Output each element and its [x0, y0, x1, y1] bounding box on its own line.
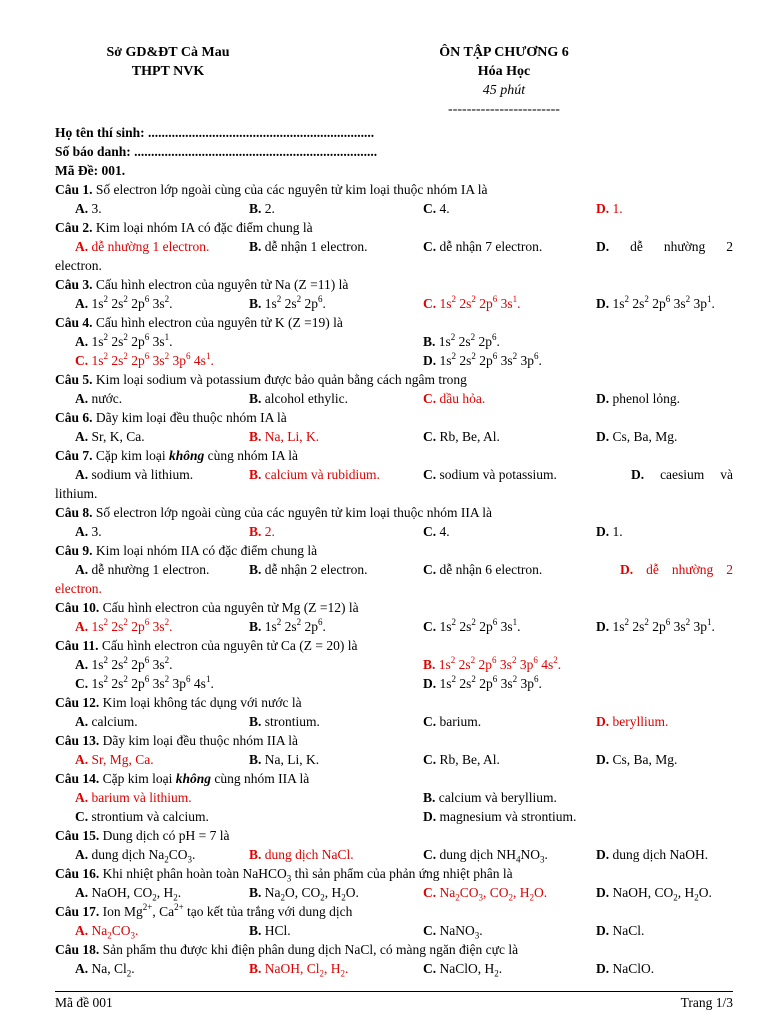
option-c: C. barium. — [423, 714, 482, 729]
option-a: A. calcium. — [75, 714, 138, 729]
question-11-options-row2 — [55, 674, 733, 693]
question-4-options-row1 — [55, 332, 733, 351]
footer-divider — [55, 991, 733, 992]
question-text: Cấu hình electron của nguyên tử Mg (Z =12) là — [99, 600, 359, 615]
option-d-answer: D. 1. — [596, 201, 623, 216]
question-label: Câu 8. — [55, 505, 93, 520]
option-d: D. 1. — [596, 524, 623, 539]
question-label: Câu 3. — [55, 277, 93, 292]
footer-exam-code: Mã đề 001 — [55, 995, 113, 1010]
question-5 — [55, 370, 733, 389]
option-b: B. 2. — [249, 201, 275, 216]
question-14-options-row2 — [55, 807, 733, 826]
option-a: A. sodium và lithium. — [75, 467, 194, 482]
option-d-continuation: electron. — [55, 258, 102, 273]
option-c: C. 4. — [423, 201, 450, 216]
emphasis-word: không — [169, 448, 205, 463]
option-a: A. $1s^2$ $2s^2$ $2p^6$ $3s^2$. — [75, 293, 173, 311]
option-b: B. $Na_2O$, $CO_2$, $H_2O$. — [249, 885, 359, 903]
question-17-options — [55, 921, 733, 940]
question-15 — [55, 826, 733, 845]
option-a: A. dung dịch $Na_2CO_3$. — [75, 847, 196, 865]
question-2 — [55, 218, 733, 237]
question-3 — [55, 275, 733, 294]
question-text: Cấu hình electron của nguyên tử Na (Z =11) là — [92, 277, 349, 292]
option-d-answer: D. beryllium. — [596, 714, 669, 729]
question-text: Kim loại nhóm IA có đặc điểm chung là — [92, 220, 313, 235]
question-4-options-row2 — [55, 351, 733, 370]
option-d: D. dễ nhường 2 — [596, 239, 733, 254]
option-b: B. strontium. — [249, 714, 320, 729]
exam-content — [55, 123, 733, 978]
option-c: C. 4. — [423, 524, 450, 539]
question-18-options — [55, 959, 733, 978]
department-name: Sở GD&ĐT Cà Mau — [106, 45, 230, 60]
question-8-options — [55, 522, 733, 541]
question-1 — [55, 180, 733, 199]
option-c: C. Rb, Be, Al. — [423, 752, 500, 767]
question-7-options — [55, 465, 733, 484]
question-text: Kim loại sodium và potassium được bảo quản bằng cách ngâm trong — [92, 372, 467, 387]
question-3-options — [55, 294, 733, 313]
option-c-answer: C. $1s^2$ $2s^2$ $2p^6$ $3s^1$. — [423, 293, 521, 311]
option-d: D. Cs, Ba, Mg. — [596, 429, 678, 444]
question-label: Câu 6. — [55, 410, 93, 425]
question-text: Số electron lớp ngoài cùng của các nguyên tử kim loại thuộc nhóm IIA là — [92, 505, 492, 520]
subject-name: Hóa Học — [477, 64, 531, 79]
question-18 — [55, 940, 733, 959]
option-b-answer: B. calcium và rubidium. — [249, 467, 380, 482]
question-10 — [55, 598, 733, 617]
student-id-blank: ........................................................................ — [130, 144, 378, 159]
question-10-options — [55, 617, 733, 636]
option-b: B. dễ nhận 1 electron. — [249, 239, 368, 254]
option-a: A. 3. — [75, 201, 102, 216]
option-b-answer: B. dung dịch NaCl. — [249, 847, 354, 862]
school-header — [68, 43, 268, 81]
question-text: Sản phẩm thu được khi điện phân dung dịch NaCl, có màng ngăn điện cực là — [99, 942, 519, 957]
question-text: Khi nhiệt phân hoàn toàn NaHCO$_3$ thì sản phẩm của phản ứng nhiệt phân là — [99, 866, 513, 884]
option-a: A. $1s^2$ $2s^2$ $2p^6$ $3s^1$. — [75, 331, 173, 349]
question-2-options — [55, 237, 733, 256]
question-label: Câu 18. — [55, 942, 100, 957]
option-a: A. nước. — [75, 391, 123, 406]
option-b: B. alcohol ethylic. — [249, 391, 348, 406]
option-a: A. Na, $Cl_2$. — [75, 961, 135, 979]
question-label: Câu 11. — [55, 638, 99, 653]
question-text: Kim loại không tác dụng với nước là — [99, 695, 302, 710]
option-d: D. $1s^2$ $2s^2$ $2p^6$ $3s^2$ $3p^1$. — [596, 293, 715, 311]
question-8 — [55, 503, 733, 522]
option-c: C. NaClO, $H_2$. — [423, 961, 503, 979]
question-1-options — [55, 199, 733, 218]
question-text: Số electron lớp ngoài cùng của các nguyên tử kim loại thuộc nhóm IA là — [92, 182, 488, 197]
option-a-answer: A. $1s^2$ $2s^2$ $2p^6$ $3s^2$. — [75, 616, 173, 634]
question-9-options — [55, 560, 733, 579]
question-text: cùng nhóm IIA là — [211, 771, 310, 786]
question-12-options — [55, 712, 733, 731]
question-label: Câu 2. — [55, 220, 93, 235]
option-d-answer: D. dễ nhường 2 — [620, 562, 733, 577]
option-c: C. sodium và potassium. — [423, 467, 557, 482]
option-a-answer: A. dễ nhường 1 electron. — [75, 239, 210, 254]
option-c: C. dung dịch $NH_4NO_3$. — [423, 847, 548, 865]
option-b-answer: B. Na, Li, K. — [249, 429, 320, 444]
option-b: B. calcium và beryllium. — [423, 790, 557, 805]
school-name: THPT NVK — [131, 64, 205, 79]
option-d: D. Cs, Ba, Mg. — [596, 752, 678, 767]
exam-code: Mã Đề: 001. — [55, 163, 126, 178]
option-d: D. $1s^2$ $2s^2$ $2p^6$ $3s^2$ $3p^6$. — [423, 673, 542, 691]
question-label: Câu 16. — [55, 866, 100, 881]
question-label: Câu 4. — [55, 315, 93, 330]
option-b: B. dễ nhận 2 electron. — [249, 562, 368, 577]
question-label: Câu 15. — [55, 828, 100, 843]
question-label: Câu 14. — [55, 771, 100, 786]
question-text: Dung dịch có pH = 7 là — [99, 828, 230, 843]
option-d: D. NaOH, $CO_2$, $H_2O$. — [596, 885, 712, 903]
option-b: B. $1s^2$ $2s^2$ $2p^6$. — [249, 293, 326, 311]
option-b: B. $1s^2$ $2s^2$ $2p^6$. — [423, 331, 500, 349]
option-c-answer: C. $1s^2$ $2s^2$ $2p^6$ $3s^2$ $3p^6$ $4s^1$. — [75, 350, 214, 368]
option-a: A. NaOH, $CO_2$, $H_2$. — [75, 885, 182, 903]
header-separator: ------------------------ — [448, 102, 560, 117]
option-a-answer: A. $Na_2CO_3$. — [75, 923, 139, 941]
question-17 — [55, 902, 733, 921]
question-label: Câu 5. — [55, 372, 93, 387]
option-b-answer: B. 2. — [249, 524, 275, 539]
option-a: A. dễ nhường 1 electron. — [75, 562, 210, 577]
question-5-options — [55, 389, 733, 408]
option-c: C. $1s^2$ $2s^2$ $2p^6$ $3s^2$ $3p^6$ $4s^1$. — [75, 673, 214, 691]
option-c-answer: C. dầu hỏa. — [423, 391, 486, 406]
question-11 — [55, 636, 733, 655]
option-d-continuation: lithium. — [55, 486, 98, 501]
option-d: D. magnesium và strontium. — [423, 809, 577, 824]
option-b-answer: B. $1s^2$ $2s^2$ $2p^6$ $3s^2$ $3p^6$ $4s^2$. — [423, 654, 562, 672]
question-label: Câu 9. — [55, 543, 93, 558]
option-b: B. $1s^2$ $2s^2$ $2p^6$. — [249, 616, 326, 634]
option-d-continuation: electron. — [55, 581, 102, 596]
question-6 — [55, 408, 733, 427]
option-c: C. dễ nhận 7 electron. — [423, 239, 543, 254]
option-d: D. NaClO. — [596, 961, 655, 976]
question-6-options — [55, 427, 733, 446]
option-a-answer: A. Sr, Mg, Ca. — [75, 752, 154, 767]
question-14 — [55, 769, 733, 788]
question-text: Cấu hình electron của nguyên tử K (Z =19) là — [92, 315, 343, 330]
exam-header — [404, 43, 604, 119]
option-c: C. dễ nhận 6 electron. — [423, 562, 543, 577]
question-text: Kim loại nhóm IIA có đặc điểm chung là — [92, 543, 318, 558]
question-text: Cấu hình electron của nguyên tử Ca (Z = 20) là — [98, 638, 358, 653]
question-text: Dãy kim loại đều thuộc nhóm IIA là — [99, 733, 298, 748]
question-text: Ion $Mg^{2+}$, $Ca^{2+}$ tạo kết tủa trắng với dung dịch — [99, 901, 353, 919]
option-c: C. NaNO$_3$. — [423, 923, 483, 941]
student-name-line — [55, 123, 733, 142]
question-13 — [55, 731, 733, 750]
question-label: Câu 7. — [55, 448, 93, 463]
option-c: C. strontium và calcium. — [75, 809, 209, 824]
option-d: D. dung dịch NaOH. — [596, 847, 709, 862]
emphasis-word: không — [175, 771, 212, 786]
question-16-options — [55, 883, 733, 902]
student-id-line — [55, 142, 733, 161]
question-label: Câu 17. — [55, 904, 100, 919]
question-label: Câu 12. — [55, 695, 100, 710]
student-id-label: Số báo danh: — [55, 144, 131, 159]
exam-title: ÔN TẬP CHƯƠNG 6 — [439, 45, 569, 60]
question-14-options-row1 — [55, 788, 733, 807]
option-c-answer: C. $Na_2CO_3$, $CO_2$, $H_2O$. — [423, 885, 548, 903]
question-12 — [55, 693, 733, 712]
option-c: C. $1s^2$ $2s^2$ $2p^6$ $3s^1$. — [423, 616, 521, 634]
question-16 — [55, 864, 733, 883]
footer-page-number: Trang 1/3 — [680, 995, 733, 1010]
option-a: A. 3. — [75, 524, 102, 539]
question-13-options — [55, 750, 733, 769]
question-text: Cặp kim loại — [99, 771, 176, 786]
option-c: C. Rb, Be, Al. — [423, 429, 500, 444]
option-a-answer: A. barium và lithium. — [75, 790, 192, 805]
option-b: B. HCl. — [249, 923, 291, 938]
question-text: Dãy kim loại đều thuộc nhóm IA là — [92, 410, 287, 425]
option-b-answer: B. NaOH, $Cl_2$, $H_2$. — [249, 961, 349, 979]
option-d: D. $1s^2$ $2s^2$ $2p^6$ $3s^2$ $3p^1$. — [596, 616, 715, 634]
question-label: Câu 10. — [55, 600, 100, 615]
question-label: Câu 1. — [55, 182, 93, 197]
question-text: cùng nhóm IA là — [204, 448, 299, 463]
question-label: Câu 13. — [55, 733, 100, 748]
question-7 — [55, 446, 733, 465]
option-d: D. phenol lỏng. — [596, 391, 680, 406]
question-9 — [55, 541, 733, 560]
question-text: Cặp kim loại — [92, 448, 170, 463]
option-d: D. NaCl. — [596, 923, 645, 938]
question-11-options-row1 — [55, 655, 733, 674]
option-d: D. $1s^2$ $2s^2$ $2p^6$ $3s^2$ $3p^6$. — [423, 350, 542, 368]
option-d: D. caesium và — [631, 467, 733, 482]
student-name-blank: ................................................................... — [144, 125, 375, 140]
student-name-label: Họ tên thí sinh: — [55, 125, 145, 140]
option-a: A. $1s^2$ $2s^2$ $2p^6$ $3s^2$. — [75, 654, 173, 672]
option-a: A. Sr, K, Ca. — [75, 429, 145, 444]
question-15-options — [55, 845, 733, 864]
option-b: B. Na, Li, K. — [249, 752, 320, 767]
duration: 45 phút — [482, 83, 526, 98]
question-4 — [55, 313, 733, 332]
